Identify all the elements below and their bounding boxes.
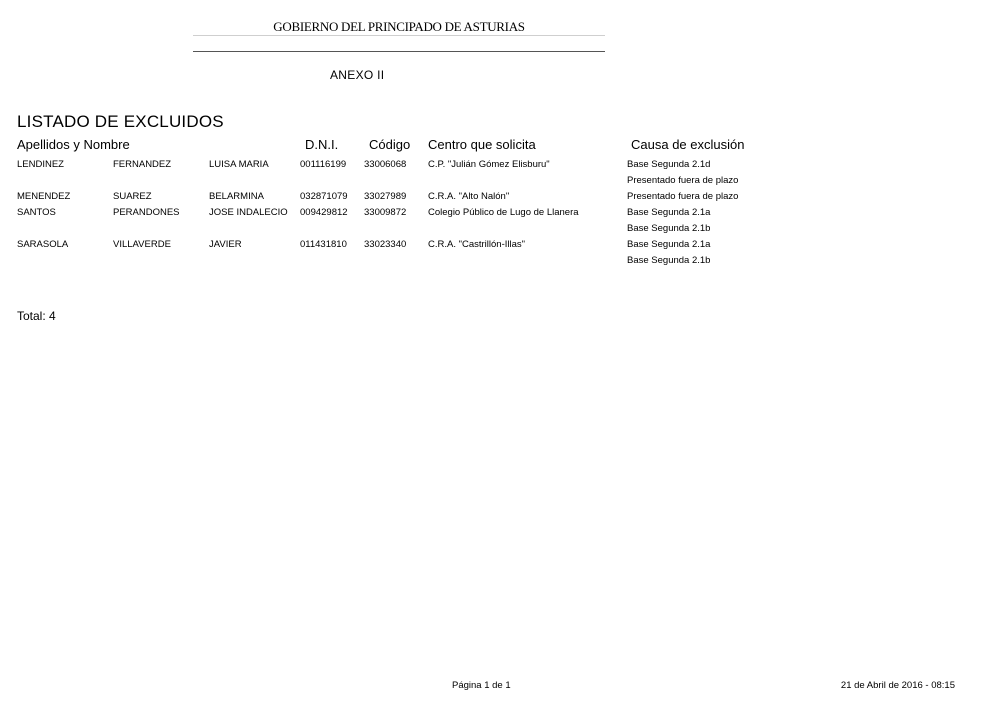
cell-surname-2: FERNANDEZ: [113, 159, 172, 170]
page-title: LISTADO DE EXCLUIDOS: [17, 112, 224, 131]
cell-surname-1: MENENDEZ: [17, 191, 71, 202]
column-header-dni: D.N.I.: [305, 137, 339, 152]
cell-code: 33023340: [364, 239, 407, 250]
annex-label: ANEXO II: [330, 68, 385, 82]
column-header-cause: Causa de exclusión: [631, 137, 745, 152]
cell-surname-1: SANTOS: [17, 207, 56, 218]
cell-cause: Base Segunda 2.1d: [627, 159, 711, 170]
cell-code: 33006068: [364, 159, 407, 170]
cell-surname-1: SARASOLA: [17, 239, 69, 250]
table-row: [0, 205, 1000, 221]
cell-center: C.P. "Julián Gómez Elisburu": [428, 159, 550, 170]
cell-surname-1: LENDINEZ: [17, 159, 64, 170]
cell-code: 33027989: [364, 191, 407, 202]
cell-first-name: JAVIER: [209, 239, 242, 250]
total-count: Total: 4: [17, 309, 56, 323]
header-sub-divider: [193, 35, 605, 36]
cell-cause: Base Segunda 2.1a: [627, 239, 711, 250]
table-row: [0, 237, 1000, 253]
cell-code: 33009872: [364, 207, 407, 218]
cell-surname-2: VILLAVERDE: [113, 239, 171, 250]
page-number: Página 1 de 1: [452, 680, 511, 691]
column-header-name: Apellidos y Nombre: [17, 137, 130, 152]
cell-first-name: BELARMINA: [209, 191, 264, 202]
excluded-list: [0, 157, 1000, 269]
cell-center: Colegio Público de Lugo de Llanera: [428, 207, 579, 218]
cell-dni: 032871079: [300, 191, 348, 202]
table-row: [0, 253, 1000, 269]
organization-name: GOBIERNO DEL PRINCIPADO DE ASTURIAS: [273, 19, 525, 34]
cell-dni: 001116199: [300, 159, 347, 170]
cell-cause: Presentado fuera de plazo: [627, 191, 739, 202]
cell-first-name: JOSE INDALECIO: [209, 207, 288, 218]
cell-surname-2: SUAREZ: [113, 191, 152, 202]
cell-cause: Base Segunda 2.1a: [627, 207, 711, 218]
cell-first-name: LUISA MARIA: [209, 159, 269, 170]
column-header-center: Centro que solicita: [428, 137, 536, 152]
table-row: [0, 221, 1000, 237]
cell-center: C.R.A. "Alto Nalón": [428, 191, 510, 202]
cell-dni: 009429812: [300, 207, 348, 218]
header-divider: [193, 51, 605, 52]
cell-cause: Base Segunda 2.1b: [627, 255, 711, 266]
table-row: [0, 157, 1000, 173]
column-header-code: Código: [369, 137, 411, 152]
cell-cause: Base Segunda 2.1b: [627, 223, 711, 234]
cell-surname-2: PERANDONES: [113, 207, 180, 218]
table-row: [0, 189, 1000, 205]
cell-dni: 011431810: [300, 239, 347, 250]
cell-cause: Presentado fuera de plazo: [627, 175, 739, 186]
cell-center: C.R.A. "Castrillón-Illas": [428, 239, 526, 250]
print-date: 21 de Abril de 2016 - 08:15: [840, 680, 955, 691]
table-row: [0, 173, 1000, 189]
